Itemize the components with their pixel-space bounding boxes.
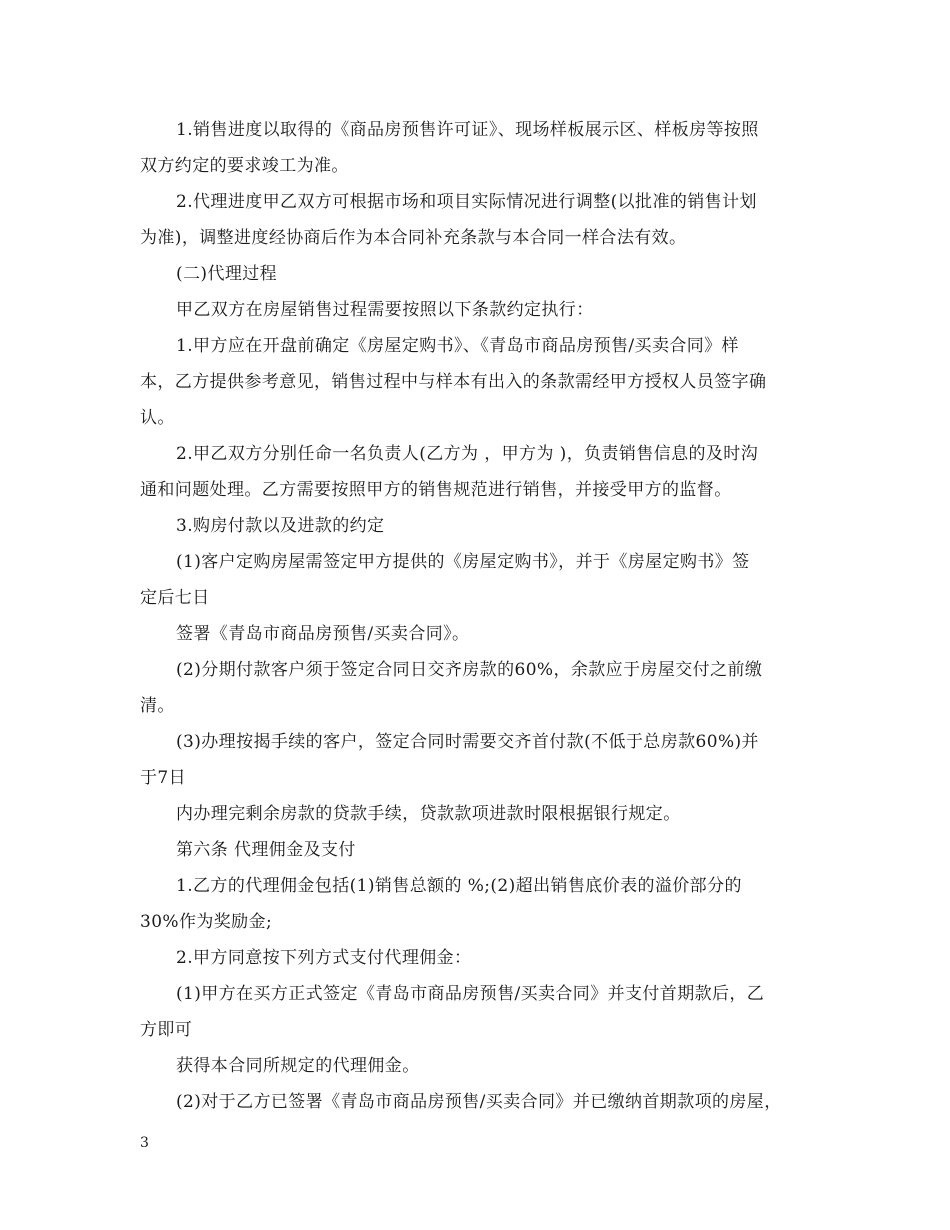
document-body (140, 112, 820, 1120)
page-number: 3 (140, 1135, 149, 1151)
text-line: (3)办理按揭手续的客户，签定合同时需要交齐首付款(不低于总房款60%)并 (176, 732, 759, 752)
text-line: 2.代理进度甲乙双方可根据市场和项目实际情况进行调整(以批准的销售计划 (176, 192, 757, 212)
text-line: 为准)，调整进度经协商后作为本合同补充条款与本合同一样合法有效。 (140, 228, 687, 248)
text-line: 双方约定的要求竣工为准。 (140, 156, 349, 176)
text-line: (2)分期付款客户须于签定合同日交齐房款的60%，余款应于房屋交付之前缴 (176, 660, 763, 680)
text-line: (1)客户定购房屋需签定甲方提供的《房屋定购书》，并于《房屋定购书》签 (176, 552, 750, 572)
text-line: 2.甲方同意按下列方式支付代理佣金： (176, 948, 472, 968)
text-line: 本，乙方提供参考意见，销售过程中与样本有出入的条款需经甲方授权人员签字确 (140, 372, 767, 392)
text-line: 方即可 (140, 1020, 193, 1040)
text-line: 签署《青岛市商品房预售/买卖合同》。 (176, 624, 470, 644)
text-line: 通和问题处理。乙方需要按照甲方的销售规范进行销售，并接受甲方的监督。 (140, 480, 732, 500)
text-line: (1)甲方在买方正式签定《青岛市商品房预售/买卖合同》并支付首期款后，乙 (176, 984, 765, 1004)
text-line: 内办理完剩余房款的贷款手续，贷款款项进款时限根据银行规定。 (176, 804, 681, 824)
text-line: 30%作为奖励金; (140, 912, 273, 932)
text-line: 于7日 (140, 768, 187, 788)
text-line: 1.甲方应在开盘前确定《房屋定购书》、《青岛市商品房预售/买卖合同》样 (176, 336, 739, 356)
text-line: 3.购房付款以及进款的约定 (176, 516, 385, 536)
text-line: (2)对于乙方已签署《青岛市商品房预售/买卖合同》并已缴纳首期款项的房屋， (176, 1092, 782, 1112)
text-line: 甲乙双方在房屋销售过程需要按照以下条款约定执行： (176, 300, 594, 320)
text-line: 清。 (140, 696, 175, 716)
text-line: 定后七日 (140, 588, 210, 608)
section-heading: (二)代理过程 (176, 264, 278, 284)
text-line: 认。 (140, 408, 175, 428)
text-line: 获得本合同所规定的代理佣金。 (176, 1056, 420, 1076)
text-line: 2.甲乙双方分别任命一名负责人(乙方为 ，甲方为 )，负责销售信息的及时沟 (176, 444, 759, 464)
text-line: 1.销售进度以取得的《商品房预售许可证》、现场样板展示区、样板房等按照 (176, 120, 759, 140)
article-heading: 第六条 代理佣金及支付 (176, 840, 356, 860)
text-line: 1.乙方的代理佣金包括(1)销售总额的 %;(2)超出销售底价表的溢价部分的 (176, 876, 742, 896)
